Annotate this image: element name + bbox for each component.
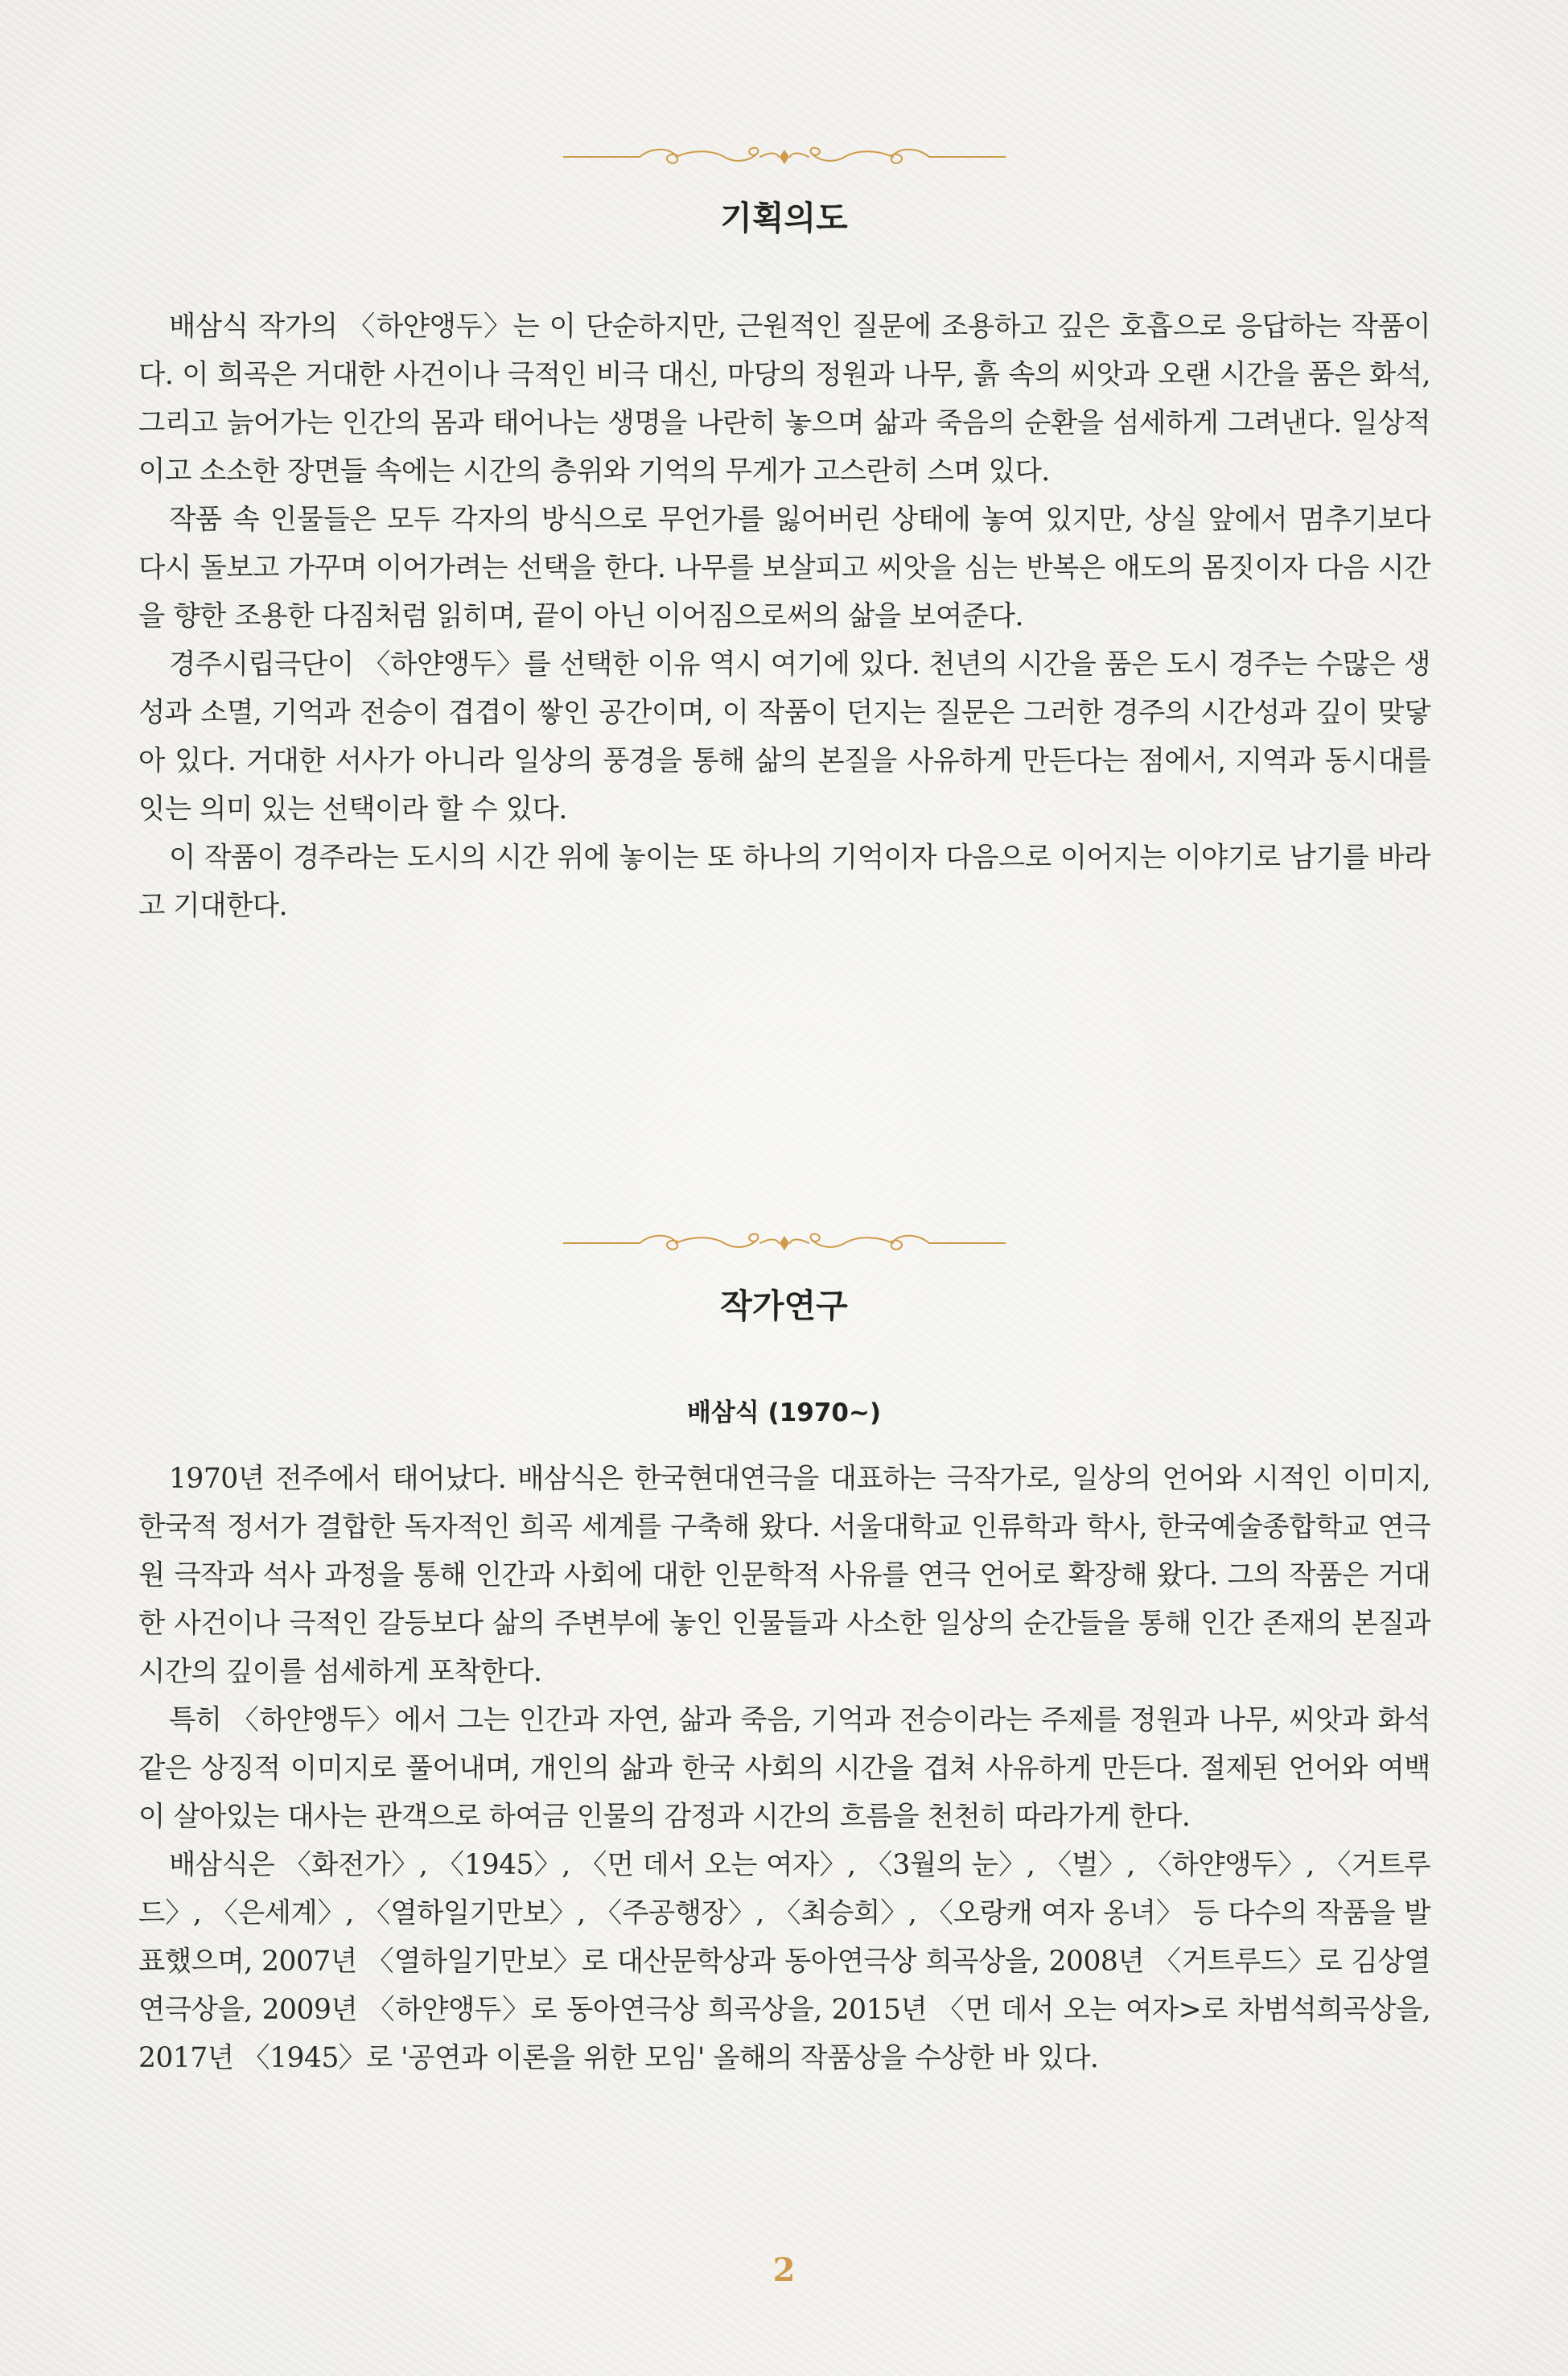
page-number: 2 (772, 2251, 796, 2289)
paragraph: 1970년 전주에서 태어났다. 배삼식은 한국현대연극을 대표하는 극작가로, 일상의 언어와 시적인 이미지, 한국적 정서가 결합한 독자적인 희곡 세계를 구축해 왔다. 서울대학교 인류학과 학사, 한국예술종합학교 연극원 극작과 석사 과정을 통해 인간과 사회에 대한 인문학적 사유를 연극 언어로 확장해 왔다. 그의 작품은 거대한 사건이나 극적인 갈등보다 삶의 주변부에 놓인 인물들과 사소한 일상의 순간들을 통해 인간 존재의 본질과 시간의 깊이를 섬세하게 포착한다. (138, 1463, 1430, 1688)
paragraph: 이 작품이 경주라는 도시의 시간 위에 놓이는 또 하나의 기억이자 다음으로 이어지는 이야기로 남기를 바라고 기대한다. (138, 842, 1430, 922)
section-title-author-study: 작가연구 (720, 1287, 848, 1325)
planning-text (138, 303, 1430, 930)
paragraph: 배삼식 작가의 〈하얀앵두〉는 이 단순하지만, 근원적인 질문에 조용하고 깊은 호흡으로 응답하는 작품이다. 이 희곡은 거대한 사건이나 극적인 비극 대신, 마당의 정원과 나무, 흙 속의 씨앗과 오랜 시간을 품은 화석, 그리고 늙어가는 인간의 몸과 태어나는 생명을 나란히 놓으며 삶과 죽음의 순환을 섬세하게 그려낸다. 일상적이고 소소한 장면들 속에는 시간의 층위와 기억의 무게가 고스란히 스며 있다. (138, 311, 1430, 488)
author-name: 배삼식 (1970~) (686, 1398, 882, 1427)
paragraph: 작품 속 인물들은 모두 각자의 방식으로 무언가를 잃어버린 상태에 놓여 있지만, 상실 앞에서 멈추기보다 다시 돌보고 가꾸며 이어가려는 선택을 한다. 나무를 보살피고 씨앗을 심는 반복은 애도의 몸짓이자 다음 시간을 향한 조용한 다짐처럼 읽히며, 끝이 아닌 이어짐으로써의 삶을 보여준다. (138, 504, 1430, 632)
scroll-ornament-icon (563, 1231, 1006, 1255)
section-title-planning: 기획의도 (720, 199, 848, 237)
paragraph: 경주시립극단이 〈하얀앵두〉를 선택한 이유 역시 여기에 있다. 천년의 시간을 품은 도시 경주는 수많은 생성과 소멸, 기억과 전승이 겹겹이 쌓인 공간이며, 이 작품이 던지는 질문은 그러한 경주의 시간성과 깊이 맞닿아 있다. 거대한 서사가 아니라 일상의 풍경을 통해 삶의 본질을 사유하게 만든다는 점에서, 지역과 동시대를 잇는 의미 있는 선택이라 할 수 있다. (138, 649, 1430, 826)
scroll-ornament-icon (563, 145, 1006, 169)
paragraph: 특히 〈하얀앵두〉에서 그는 인간과 자연, 삶과 죽음, 기억과 전승이라는 주제를 정원과 나무, 씨앗과 화석 같은 상징적 이미지로 풀어내며, 개인의 삶과 한국 사회의 시간을 겹쳐 사유하게 만든다. 절제된 언어와 여백이 살아있는 대사는 관객으로 하여금 인물의 감정과 시간의 흐름을 천천히 따라가게 한다. (138, 1704, 1430, 1833)
paragraph: 배삼식은 〈화전가〉, 〈1945〉, 〈먼 데서 오는 여자〉, 〈3월의 눈〉, 〈벌〉, 〈하얀앵두〉, 〈거트루드〉, 〈은세계〉, 〈열하일기만보〉, 〈주공행장〉, 〈최승희〉, 〈오랑캐 여자 옹녀〉 등 다수의 작품을 발표했으며, 2007년 〈열하일기만보〉로 대산문학상과 동아연극상 희곡상을, 2008년 〈거트루드〉로 김상열연극상을, 2009년 〈하얀앵두〉로 동아연극상 희곡상을, 2015년 〈먼 데서 오는 여자>로 차범석희곡상을, 2017년 〈1945〉로 '공연과 이론을 위한 모임' 올해의 작품상을 수상한 바 있다. (138, 1849, 1430, 2074)
author-text (138, 1455, 1430, 2082)
